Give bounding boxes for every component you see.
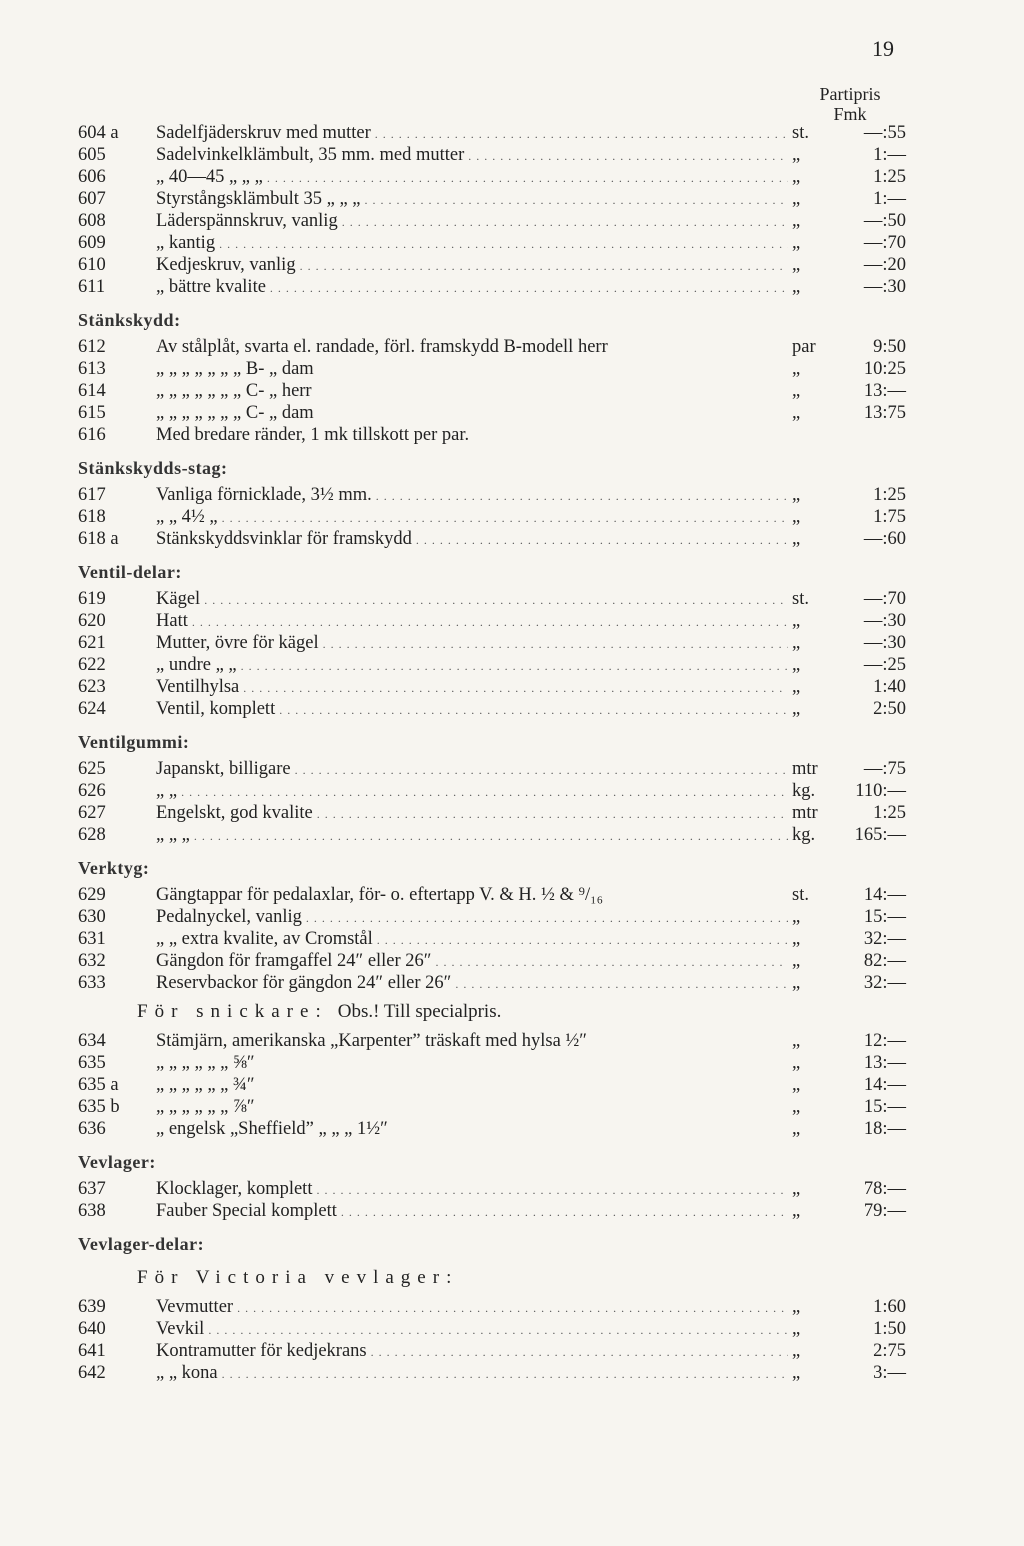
item-description: „ „ kona . . . — [156, 1362, 788, 1385]
item-description: Med bredare ränder, 1 mk tillskott per par. — [156, 425, 470, 445]
item-description: Japanskt, billigare . . . — [156, 758, 788, 781]
list-item — [0, 358, 1024, 380]
item-price: 1:40 — [873, 677, 906, 697]
page-number: 19 — [872, 36, 894, 61]
item-price: —:75 — [863, 759, 906, 779]
item-unit: „ — [792, 359, 801, 379]
item-unit: „ — [792, 1075, 801, 1095]
section-heading: Vevlager: — [78, 1152, 156, 1172]
section-heading: Ventil-delar: — [78, 562, 182, 582]
item-description: Kontramutter för kedjekrans . . . — [156, 1340, 788, 1363]
item-price: 13:75 — [863, 403, 906, 423]
item-price: 15:— — [863, 907, 906, 927]
item-description: Engelskt, god kvalite . . . — [156, 802, 788, 825]
item-number: 634 — [78, 1031, 106, 1051]
list-item — [0, 232, 1024, 254]
item-number: 625 — [78, 759, 106, 779]
section-heading: Stänkskydds-stag: — [78, 458, 228, 478]
item-description: Pedalnyckel, vanlig . . . — [156, 906, 788, 929]
list-item — [0, 254, 1024, 276]
section-note — [0, 994, 1024, 1030]
note-text: Obs.! Till specialpris. — [337, 1001, 502, 1022]
item-unit: „ — [792, 951, 801, 971]
item-description: Styrstångsklämbult 35 „ „ „ . . . — [156, 188, 788, 211]
list-item — [0, 780, 1024, 802]
item-unit: „ — [792, 1097, 801, 1117]
list-item — [0, 484, 1024, 506]
item-number: 608 — [78, 211, 106, 231]
item-number: 610 — [78, 255, 106, 275]
item-price: —:25 — [863, 655, 906, 675]
item-number: 621 — [78, 633, 106, 653]
item-unit: „ — [792, 1179, 801, 1199]
list-item — [0, 380, 1024, 402]
item-unit: „ — [792, 255, 801, 275]
list-item — [0, 884, 1024, 906]
item-unit: „ — [792, 699, 801, 719]
list-item — [0, 928, 1024, 950]
item-price: 2:50 — [873, 699, 906, 719]
item-unit: „ — [792, 507, 801, 527]
item-number: 635 a — [78, 1075, 119, 1095]
item-description: Kedjeskruv, vanlig . . . — [156, 254, 788, 277]
item-price: —:60 — [863, 529, 906, 549]
item-description: Gängdon för framgaffel 24″ eller 26″ . . . — [156, 950, 788, 973]
item-description: Kägel . . . — [156, 588, 788, 611]
item-description: „ „ „ „ „ „ ¾″ — [156, 1075, 255, 1095]
item-price: 13:— — [863, 381, 906, 401]
list-item — [0, 1200, 1024, 1222]
item-description: Ventilhylsa . . . — [156, 676, 788, 699]
item-unit: „ — [792, 485, 801, 505]
section-heading: Stänkskydd: — [78, 310, 181, 330]
note-spaced-heading: För snickare: — [137, 1001, 328, 1022]
item-description: Fauber Special komplett . . . — [156, 1200, 788, 1223]
item-number: 623 — [78, 677, 106, 697]
item-number: 611 — [78, 277, 106, 297]
item-number: 636 — [78, 1119, 106, 1139]
item-unit: kg. — [792, 781, 816, 801]
item-price: —:70 — [863, 589, 906, 609]
item-description: Sadelvinkelklämbult, 35 mm. med mutter . . . — [156, 144, 788, 167]
item-price: 13:— — [863, 1053, 906, 1073]
item-unit: kg. — [792, 825, 816, 845]
list-item — [0, 588, 1024, 610]
item-number: 629 — [78, 885, 106, 905]
item-description: „ „ „ . . . — [156, 824, 788, 847]
item-unit: „ — [792, 1201, 801, 1221]
item-number: 638 — [78, 1201, 106, 1221]
item-price: 3:— — [873, 1363, 906, 1383]
item-number: 620 — [78, 611, 106, 631]
list-item — [0, 632, 1024, 654]
item-price: 82:— — [863, 951, 906, 971]
item-price: 110:— — [855, 781, 906, 801]
list-item — [0, 698, 1024, 720]
item-unit: „ — [792, 929, 801, 949]
item-price: 12:— — [863, 1031, 906, 1051]
item-description: „ „ „ „ „ „ ⅝″ — [156, 1053, 255, 1073]
item-unit: „ — [792, 1319, 801, 1339]
item-unit: „ — [792, 1363, 801, 1383]
item-description: „ kantig . . . — [156, 232, 788, 255]
item-description: „ „ „ „ „ „ ⅞″ — [156, 1097, 255, 1117]
item-price: 18:— — [863, 1119, 906, 1139]
item-number: 619 — [78, 589, 106, 609]
item-unit: „ — [792, 655, 801, 675]
list-item — [0, 506, 1024, 528]
list-item — [0, 1074, 1024, 1096]
list-item — [0, 144, 1024, 166]
item-description: „ „ „ „ „ „ „ C- „ herr — [156, 381, 312, 401]
list-item — [0, 906, 1024, 928]
item-unit: „ — [792, 1297, 801, 1317]
item-description: Mutter, övre för kägel . . . — [156, 632, 788, 655]
item-number: 635 b — [78, 1097, 120, 1117]
item-description: „ undre „ „ . . . — [156, 654, 788, 677]
item-description: Vanliga förnicklade, 3½ mm. . . . — [156, 484, 788, 507]
item-number: 633 — [78, 973, 106, 993]
list-item — [0, 188, 1024, 210]
list-item — [0, 336, 1024, 358]
item-unit: „ — [792, 633, 801, 653]
item-number: 627 — [78, 803, 106, 823]
item-number: 613 — [78, 359, 106, 379]
item-price: —:50 — [863, 211, 906, 231]
price-header-line1: Partipris — [819, 84, 881, 104]
item-description: Av stålplåt, svarta el. randade, förl. framskydd B-modell herr — [156, 337, 608, 357]
list-item — [0, 1178, 1024, 1200]
item-price: 1:— — [873, 189, 906, 209]
list-item — [0, 166, 1024, 188]
item-number: 618 — [78, 507, 106, 527]
item-price: 2:75 — [873, 1341, 906, 1361]
item-price: —:30 — [863, 611, 906, 631]
list-item — [0, 424, 1024, 446]
item-price: 1:25 — [873, 803, 906, 823]
section-heading: Verktyg: — [78, 858, 150, 878]
item-unit: „ — [792, 1119, 801, 1139]
item-number: 626 — [78, 781, 106, 801]
item-description: „ „ „ „ „ „ „ B- „ dam — [156, 359, 314, 379]
item-number: 641 — [78, 1341, 106, 1361]
list-item — [0, 1096, 1024, 1118]
item-description: „ „ 4½ „ . . . — [156, 506, 788, 529]
section-heading: Ventilgummi: — [78, 732, 190, 752]
item-description: Stämjärn, amerikanska „Karpenter” träskaft med hylsa ½″ — [156, 1031, 587, 1051]
item-description: Reservbackor för gängdon 24″ eller 26″ . . . — [156, 972, 788, 995]
list-item — [0, 528, 1024, 550]
item-number: 618 a — [78, 529, 119, 549]
item-number: 640 — [78, 1319, 106, 1339]
item-description: „ „ extra kvalite, av Cromstål . . . — [156, 928, 788, 951]
item-number: 617 — [78, 485, 106, 505]
item-number: 642 — [78, 1363, 106, 1383]
section-heading: Vevlager-delar: — [78, 1234, 205, 1254]
item-description: „ „ „ „ „ „ „ C- „ dam — [156, 403, 314, 423]
item-description: „ 40—45 „ „ „ . . . — [156, 166, 788, 189]
item-price: 1:25 — [873, 167, 906, 187]
list-item — [0, 758, 1024, 780]
item-number: 614 — [78, 381, 106, 401]
list-item — [0, 824, 1024, 846]
item-unit: „ — [792, 611, 801, 631]
list-item — [0, 610, 1024, 632]
item-price: —:70 — [863, 233, 906, 253]
item-description: Hatt . . . — [156, 610, 788, 633]
item-description: Läderspännskruv, vanlig . . . — [156, 210, 788, 233]
item-number: 606 — [78, 167, 106, 187]
item-number: 630 — [78, 907, 106, 927]
item-description: „ engelsk „Sheffield” „ „ „ 1½″ — [156, 1119, 388, 1139]
item-price: —:30 — [863, 277, 906, 297]
item-unit: „ — [792, 1053, 801, 1073]
item-number: 637 — [78, 1179, 106, 1199]
price-header-line2: Fmk — [833, 104, 867, 124]
item-number: 604 a — [78, 123, 119, 143]
item-price: 1:60 — [873, 1297, 906, 1317]
item-unit: „ — [792, 233, 801, 253]
item-price: 32:— — [863, 929, 906, 949]
section-note — [0, 1260, 1024, 1296]
list-item — [0, 1030, 1024, 1052]
list-item — [0, 972, 1024, 994]
item-price: 14:— — [863, 1075, 906, 1095]
item-unit: „ — [792, 145, 801, 165]
item-number: 631 — [78, 929, 106, 949]
item-description: Stänkskyddsvinklar för framskydd . . . — [156, 528, 788, 551]
item-unit: „ — [792, 907, 801, 927]
list-item — [0, 1340, 1024, 1362]
item-price: 9:50 — [873, 337, 906, 357]
item-unit: st. — [792, 589, 809, 609]
item-unit: „ — [792, 677, 801, 697]
item-price: —:20 — [863, 255, 906, 275]
item-price: 14:— — [863, 885, 906, 905]
item-unit: „ — [792, 277, 801, 297]
item-unit: „ — [792, 1031, 801, 1051]
item-price: 15:— — [863, 1097, 906, 1117]
item-unit: par — [792, 337, 816, 357]
list-item — [0, 122, 1024, 144]
item-price: 1:25 — [873, 485, 906, 505]
list-item — [0, 1052, 1024, 1074]
list-item — [0, 1296, 1024, 1318]
item-unit: „ — [792, 403, 801, 423]
item-number: 609 — [78, 233, 106, 253]
item-description: Vevkil . . . — [156, 1318, 788, 1341]
price-column-header — [790, 84, 910, 124]
item-unit: „ — [792, 167, 801, 187]
item-unit: „ — [792, 1341, 801, 1361]
item-description: Gängtappar för pedalaxlar, för- o. eftertapp V. & H. ½ & ⁹/₁₆ — [156, 885, 604, 905]
item-price: 1:50 — [873, 1319, 906, 1339]
item-number: 605 — [78, 145, 106, 165]
item-unit: mtr — [792, 759, 818, 779]
item-unit: st. — [792, 885, 809, 905]
item-description: Ventil, komplett . . . — [156, 698, 788, 721]
item-number: 616 — [78, 425, 106, 445]
item-unit: „ — [792, 211, 801, 231]
price-list — [0, 122, 1024, 1384]
item-price: —:55 — [863, 123, 906, 143]
list-item — [0, 654, 1024, 676]
list-item — [0, 402, 1024, 424]
list-item — [0, 210, 1024, 232]
item-price: 10:25 — [863, 359, 906, 379]
list-item — [0, 1318, 1024, 1340]
item-number: 622 — [78, 655, 106, 675]
item-unit: „ — [792, 529, 801, 549]
item-price: 79:— — [863, 1201, 906, 1221]
item-description: „ bättre kvalite . . . — [156, 276, 788, 299]
item-unit: „ — [792, 189, 801, 209]
item-number: 615 — [78, 403, 106, 423]
note-spaced-heading: För Victoria vevlager: — [137, 1267, 459, 1288]
item-number: 635 — [78, 1053, 106, 1073]
item-number: 624 — [78, 699, 106, 719]
item-description: „ „ . . . — [156, 780, 788, 803]
item-number: 639 — [78, 1297, 106, 1317]
list-item — [0, 802, 1024, 824]
list-item — [0, 950, 1024, 972]
item-price: 78:— — [863, 1179, 906, 1199]
item-price: —:30 — [863, 633, 906, 653]
item-description: Klocklager, komplett . . . — [156, 1178, 788, 1201]
item-description: Vevmutter . . . — [156, 1296, 788, 1319]
list-item — [0, 1362, 1024, 1384]
item-price: 1:— — [873, 145, 906, 165]
item-unit: „ — [792, 973, 801, 993]
item-price: 165:— — [854, 825, 906, 845]
item-price: 32:— — [863, 973, 906, 993]
item-number: 612 — [78, 337, 106, 357]
item-number: 607 — [78, 189, 106, 209]
list-item — [0, 676, 1024, 698]
item-unit: „ — [792, 381, 801, 401]
item-number: 632 — [78, 951, 106, 971]
item-number: 628 — [78, 825, 106, 845]
item-price: 1:75 — [873, 507, 906, 527]
list-item — [0, 1118, 1024, 1140]
item-unit: st. — [792, 123, 809, 143]
item-unit: mtr — [792, 803, 818, 823]
list-item — [0, 276, 1024, 298]
item-description: Sadelfjäderskruv med mutter . . . — [156, 122, 788, 145]
